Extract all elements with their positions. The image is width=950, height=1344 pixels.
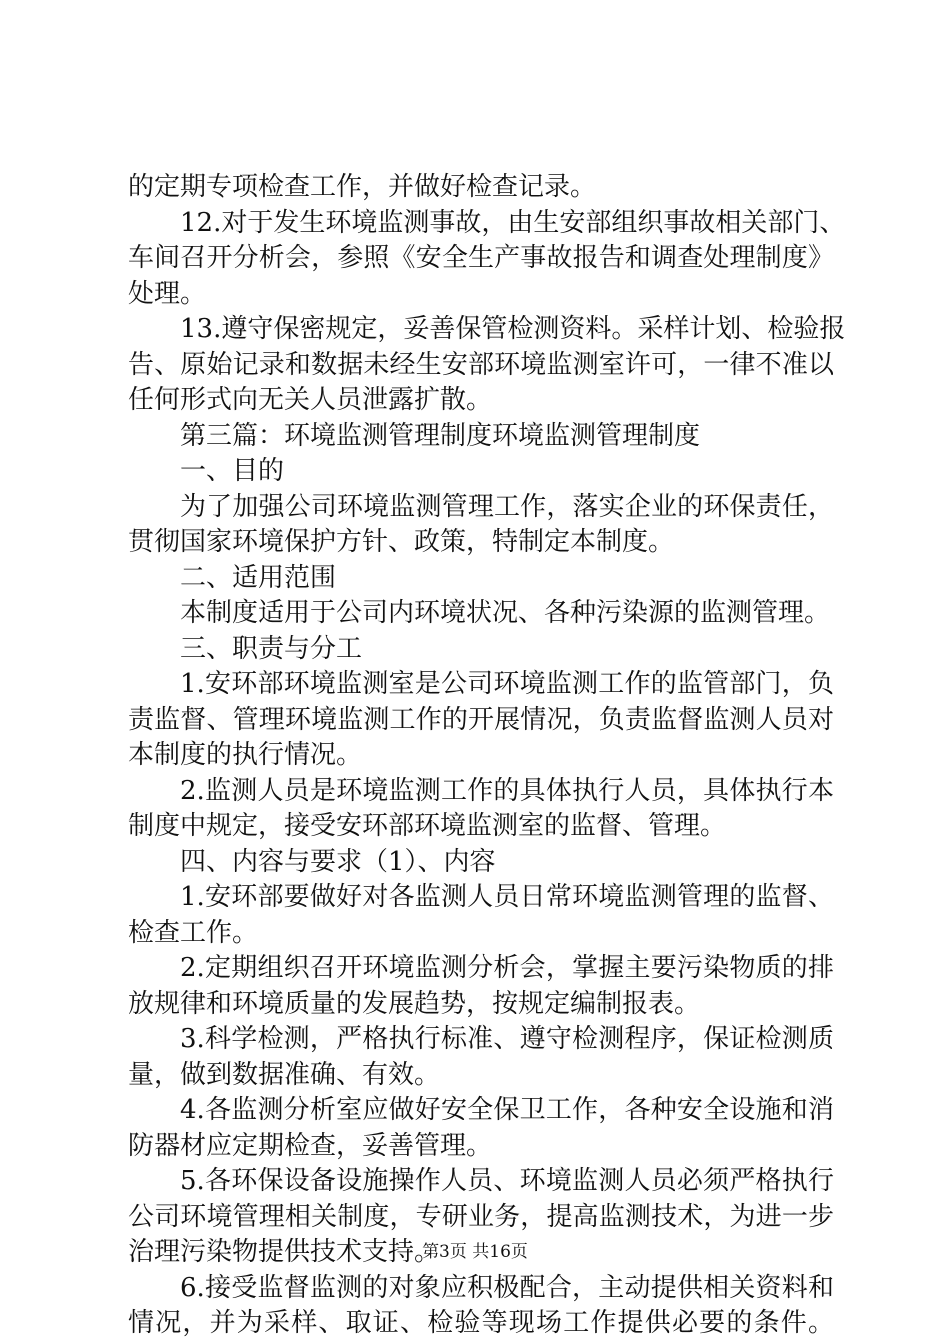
text-line: 1.安环部环境监测室是公司环境监测工作的监管部门，负 — [180, 669, 834, 699]
text-line: 处理。 — [128, 278, 207, 309]
text-line: 三、职责与分工 — [180, 633, 363, 664]
text-line: 情况，并为采样、取证、检验等现场工作提供必要的条件。 — [128, 1308, 834, 1338]
text-line: 本制度适用于公司内环境状况、各种污染源的监测管理。 — [180, 598, 831, 628]
text-line: 为了加强公司环境监测管理工作，落实企业的环保责任， — [180, 491, 834, 522]
text-line: 车间召开分析会，参照《安全生产事故报告和调查处理制度》 — [128, 243, 834, 273]
text-line: 检查工作。 — [128, 917, 259, 948]
text-line: 2.定期组织召开环境监测分析会，掌握主要污染物质的排 — [180, 953, 834, 983]
text-line: 2.监测人员是环境监测工作的具体执行人员，具体执行本 — [180, 775, 834, 806]
text-line: 1.安环部要做好对各监测人员日常环境监测管理的监督、 — [180, 882, 834, 912]
text-line: 制度中规定，接受安环部环境监测室的监督、管理。 — [128, 811, 727, 841]
text-line: 3.科学检测，严格执行标准、遵守检测程序，保证检测质 — [180, 1024, 834, 1054]
text-line: 一、目的 — [180, 456, 285, 486]
text-line: 量，做到数据准确、有效。 — [128, 1059, 441, 1090]
text-line: 5.各环保设备设施操作人员、环境监测人员必须严格执行 — [180, 1166, 834, 1196]
text-line: 责监督、管理环境监测工作的开展情况，负责监督监测人员对 — [128, 704, 834, 735]
text-line: 12.对于发生环境监测事故，由生安部组织事故相关部门、 — [180, 207, 846, 238]
text-line: 6.接受监督监测的对象应积极配合，主动提供相关资料和 — [180, 1272, 834, 1303]
text-line: 本制度的执行情况。 — [128, 740, 363, 770]
page-footer: 第3页 共16页 — [422, 1242, 528, 1262]
text-line: 贯彻国家环境保护方针、政策，特制定本制度。 — [128, 527, 675, 557]
text-line: 治理污染物提供技术支持。 — [128, 1237, 441, 1267]
text-line: 任何形式向无关人员泄露扩散。 — [128, 385, 493, 415]
text-line: 告、原始记录和数据未经生安部环境监测室许可，一律不准以 — [128, 349, 834, 380]
text-line: 公司环境管理相关制度，专研业务，提高监测技术，为进一步 — [128, 1201, 834, 1232]
text-line: 13.遵守保密规定，妥善保管检测资料。采样计划、检验报 — [180, 314, 846, 344]
text-line: 四、内容与要求（1）、内容 — [180, 846, 496, 877]
text-line: 的定期专项检查工作，并做好检查记录。 — [128, 172, 597, 202]
text-line: 4.各监测分析室应做好安全保卫工作，各种安全设施和消 — [180, 1095, 834, 1125]
text-line: 防器材应定期检查，妥善管理。 — [128, 1130, 493, 1161]
document-body — [128, 170, 846, 1342]
text-line: 二、适用范围 — [180, 562, 337, 593]
text-line: 第三篇：环境监测管理制度环境监测管理制度 — [180, 420, 701, 451]
text-line: 放规律和环境质量的发展趋势，按规定编制报表。 — [128, 988, 701, 1019]
